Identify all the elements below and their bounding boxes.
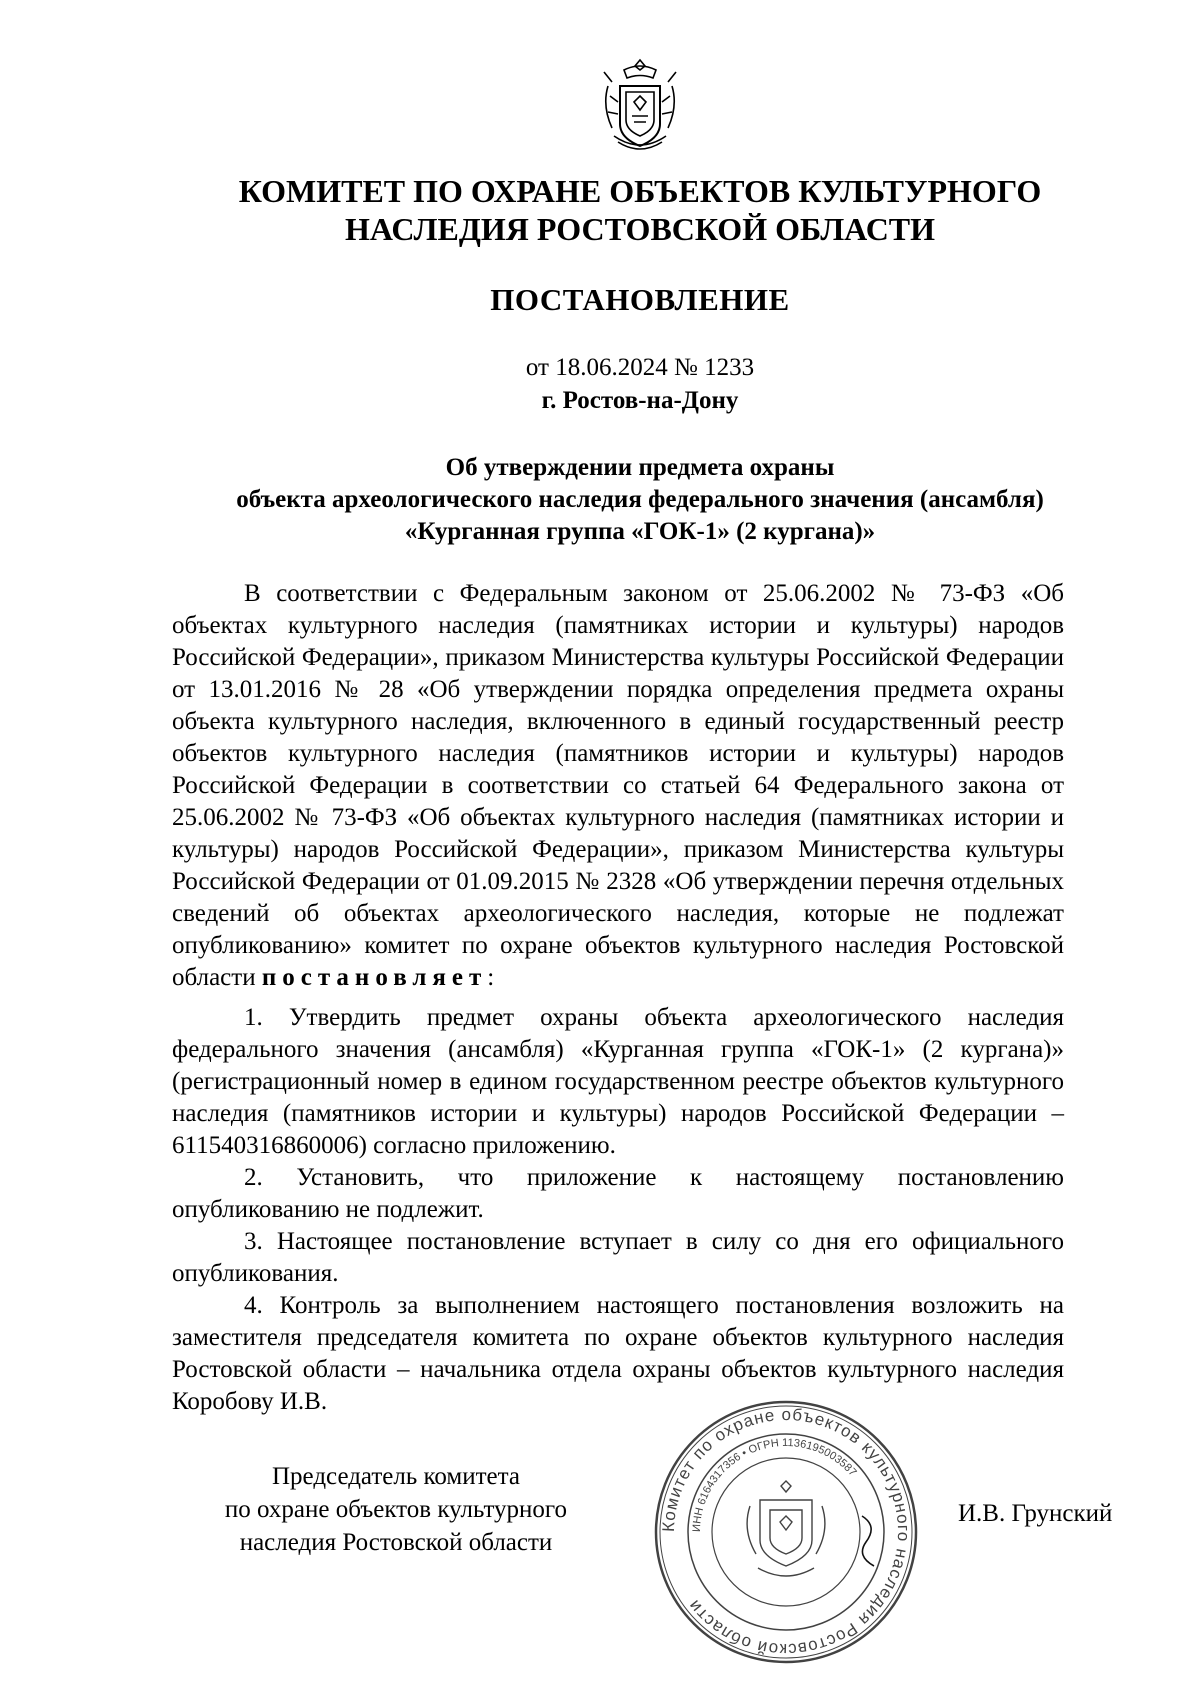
organization-name bbox=[200, 172, 1080, 248]
decree-item-3: 3. Настоящее постановление вступает в силу со дня его официального опубликования. bbox=[172, 1228, 1064, 1287]
subject-line-1: Об утверждении предмета охраны bbox=[445, 454, 835, 481]
subject-line-3: «Курганная группа «ГОК-1» (2 кургана)» bbox=[404, 518, 876, 545]
preamble-colon: : bbox=[487, 964, 495, 991]
subject-line-2: объекта археологического наследия федерального значения (ансамбля) bbox=[236, 486, 1044, 513]
document-type: ПОСТАНОВЛЕНИЕ bbox=[490, 282, 790, 317]
signatory-title-line-1: Председатель комитета bbox=[272, 1463, 520, 1490]
signatory-title bbox=[186, 1460, 606, 1559]
seal-inner-text: ИНН 6164317356 • ОГРН 1136195003587 bbox=[690, 1436, 859, 1533]
decree-item-1: 1. Утвердить предмет охраны объекта археологического наследия федерального значения (ансамбля) «Курганная группа «ГОК-1» (2 кургана)» (регистрационный номер в едином государственном реестре объектов культурного наследия (памятников истории и культуры) народов Российской Федерации – 611540316860006) согласно приложению. bbox=[172, 1004, 1064, 1159]
signatory-title-line-3: наследия Ростовской области bbox=[239, 1529, 553, 1556]
decree-word: постановляет bbox=[261, 964, 488, 991]
document-subject bbox=[160, 452, 1120, 548]
org-line-1: КОМИТЕТ ПО ОХРАНЕ ОБЪЕКТОВ КУЛЬТУРНОГО bbox=[238, 173, 1042, 209]
preamble-paragraph bbox=[172, 578, 1064, 994]
svg-text:ИНН 6164317356 • ОГРН 11361950 bbox=[691, 1437, 859, 1532]
seal-outer-text: Комитет по охране объектов культурного наследия Ростовской области bbox=[658, 1404, 914, 1660]
decree-item-2: 2. Установить, что приложение к настоящему постановлению опубликованию не подлежит. bbox=[172, 1164, 1064, 1223]
coat-of-arms-icon bbox=[598, 56, 682, 160]
document-city: г. Ростов-на-Дону bbox=[541, 387, 739, 414]
signatory-title-line-2: по охране объектов культурного bbox=[224, 1496, 568, 1523]
document-date-number: от 18.06.2024 № 1233 bbox=[525, 354, 755, 381]
org-line-2: НАСЛЕДИЯ РОСТОВСКОЙ ОБЛАСТИ bbox=[344, 211, 936, 247]
official-seal-icon bbox=[650, 1396, 922, 1668]
decree-item-4: 4. Контроль за выполнением настоящего постановления возложить на заместителя председателя комитета по охране объектов культурного наследия Ростовской области – начальника отдела охраны объектов культурного наследия Коробову И.В. bbox=[172, 1292, 1064, 1415]
decree-items bbox=[172, 1002, 1064, 1418]
preamble-text: В соответствии с Федеральным законом от 25.06.2002 № 73-ФЗ «Об объектах культурного наследия (памятниках истории и культуры) народов Российской Федерации», приказом Министерства культуры Российской Федерации от 13.01.2016 № 28 «Об утверждении порядка определения предмета охраны объекта культурного наследия, включенного в единый государственный реестр объектов культурного наследия (памятников истории и культуры) народов Российской Федерации в соответствии со статьей 64 Федерального закона от 25.06.2002 № 73-ФЗ «Об объектах культурного наследия (памятниках истории и культуры) народов Российской Федерации», приказом Министерства культуры Российской Федерации от 01.09.2015 № 2328 «Об утверждении перечня отдельных сведений об объектах археологического наследия, которые не подлежат опубликованию» комитет по охране объектов культурного наследия Ростовской области bbox=[172, 580, 1064, 991]
signatory-name: И.В. Грунский bbox=[958, 1500, 1113, 1527]
